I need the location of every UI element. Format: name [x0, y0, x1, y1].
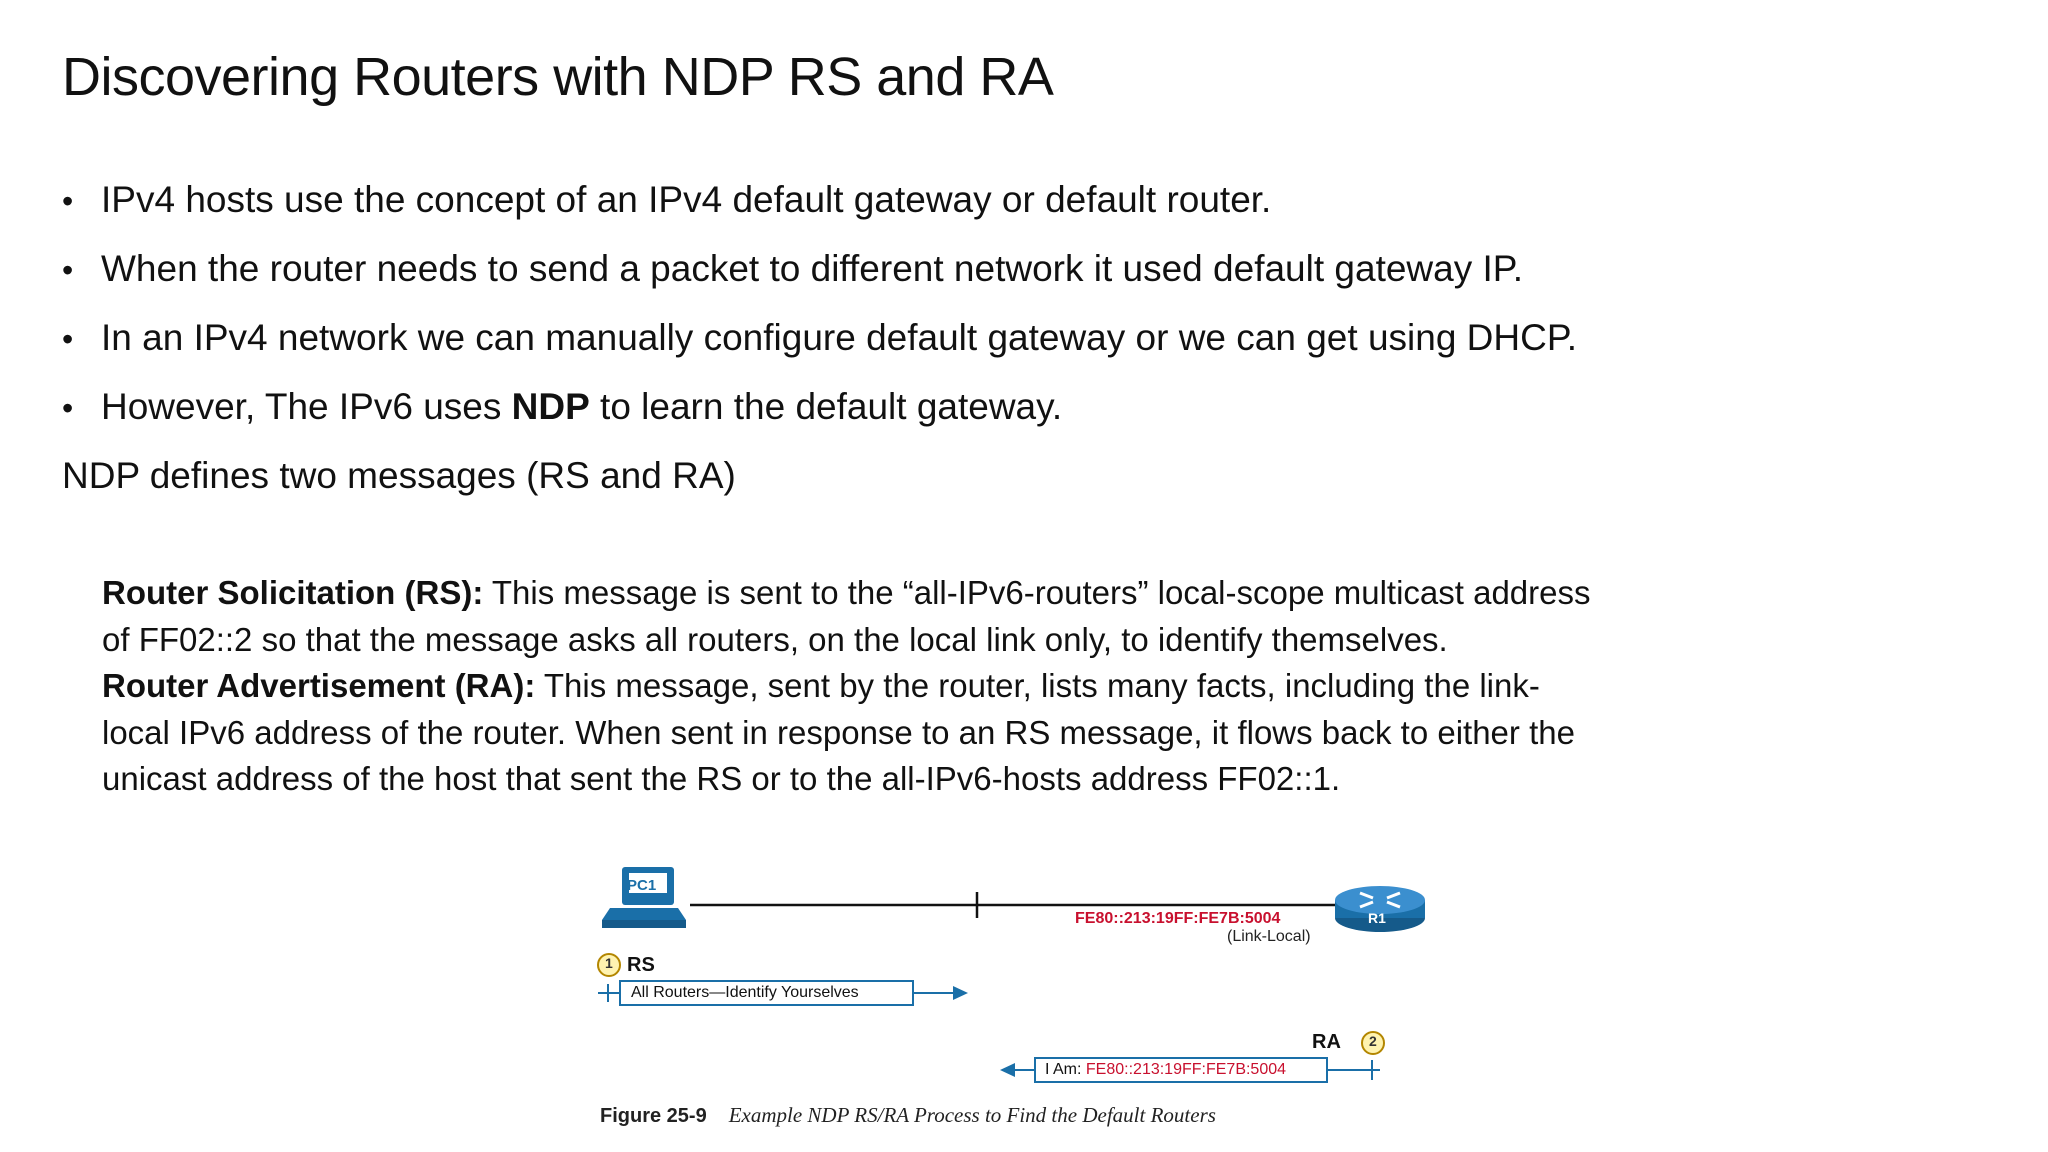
bullet-dot-icon: •	[62, 321, 74, 357]
ra-message-address: FE80::213:19FF:FE7B:5004	[1085, 1061, 1287, 1078]
intro-line: NDP defines two messages (RS and RA)	[62, 455, 736, 496]
router-address-note: (Link-Local)	[1227, 928, 1311, 945]
rs-term: Router Solicitation (RS):	[102, 574, 484, 611]
ra-arrow-icon	[1000, 1063, 1015, 1077]
ra-message	[1045, 1061, 1286, 1079]
bullet-item	[62, 373, 1962, 442]
bullet-text: IPv4 hosts use the concept of an IPv4 default gateway or default router.	[101, 179, 1272, 220]
step2-number: 2	[1369, 1033, 1377, 1049]
rs-description: This message is sent to the “all-IPv6-routers” local-scope multicast address of FF02::2 so that the message asks all routers, on the local link only, to identify themselves.	[102, 574, 1591, 658]
definitions-block	[102, 570, 1602, 803]
rs-definition	[102, 570, 1602, 663]
caption-text: Example NDP RS/RA Process to Find the Default Routers	[728, 1103, 1216, 1127]
slide-title: Discovering Routers with NDP RS and RA	[62, 47, 1054, 107]
step2-label: RA	[1312, 1031, 1341, 1053]
bullet-item	[62, 235, 1962, 304]
pc-label: PC1	[627, 877, 657, 894]
bullet-text-part: to learn the default gateway.	[589, 386, 1063, 427]
bullet-item	[62, 166, 1962, 235]
ra-description: This message, sent by the router, lists many facts, including the link-local IPv6 address of the router. When sent in response to an RS message, it flows back to either the unicast address of the host that sent the RS or to the all-IPv6-hosts address FF02::1.	[102, 667, 1575, 797]
step1-number: 1	[605, 955, 613, 971]
bullet-dot-icon: •	[62, 252, 74, 288]
bullet-dot-icon: •	[62, 390, 74, 426]
ra-definition	[102, 663, 1602, 803]
router-address: FE80::213:19FF:FE7B:5004	[1075, 910, 1281, 927]
bullet-dot-icon: •	[62, 183, 74, 219]
ndp-figure	[590, 860, 1450, 1130]
ra-message-prefix: I Am:	[1045, 1061, 1086, 1078]
bullet-text: When the router needs to send a packet to different network it used default gateway IP.	[101, 248, 1523, 289]
bullet-text	[101, 373, 1062, 441]
bullet-text-part: However, The IPv6 uses	[101, 386, 512, 427]
bullet-item	[62, 304, 1962, 373]
ra-term: Router Advertisement (RA):	[102, 667, 536, 704]
rs-arrow-icon	[953, 986, 968, 1000]
figure-caption	[600, 1103, 1216, 1128]
caption-number: Figure 25-9	[600, 1105, 707, 1127]
ndp-bold-term: NDP	[511, 386, 590, 427]
step1-label: RS	[627, 954, 655, 976]
rs-message: All Routers—Identify Yourselves	[631, 984, 859, 1001]
bullet-text: In an IPv4 network we can manually configure default gateway or we can get using DHCP.	[101, 317, 1578, 358]
bullet-list	[62, 166, 1962, 510]
router-label: R1	[1368, 910, 1386, 926]
